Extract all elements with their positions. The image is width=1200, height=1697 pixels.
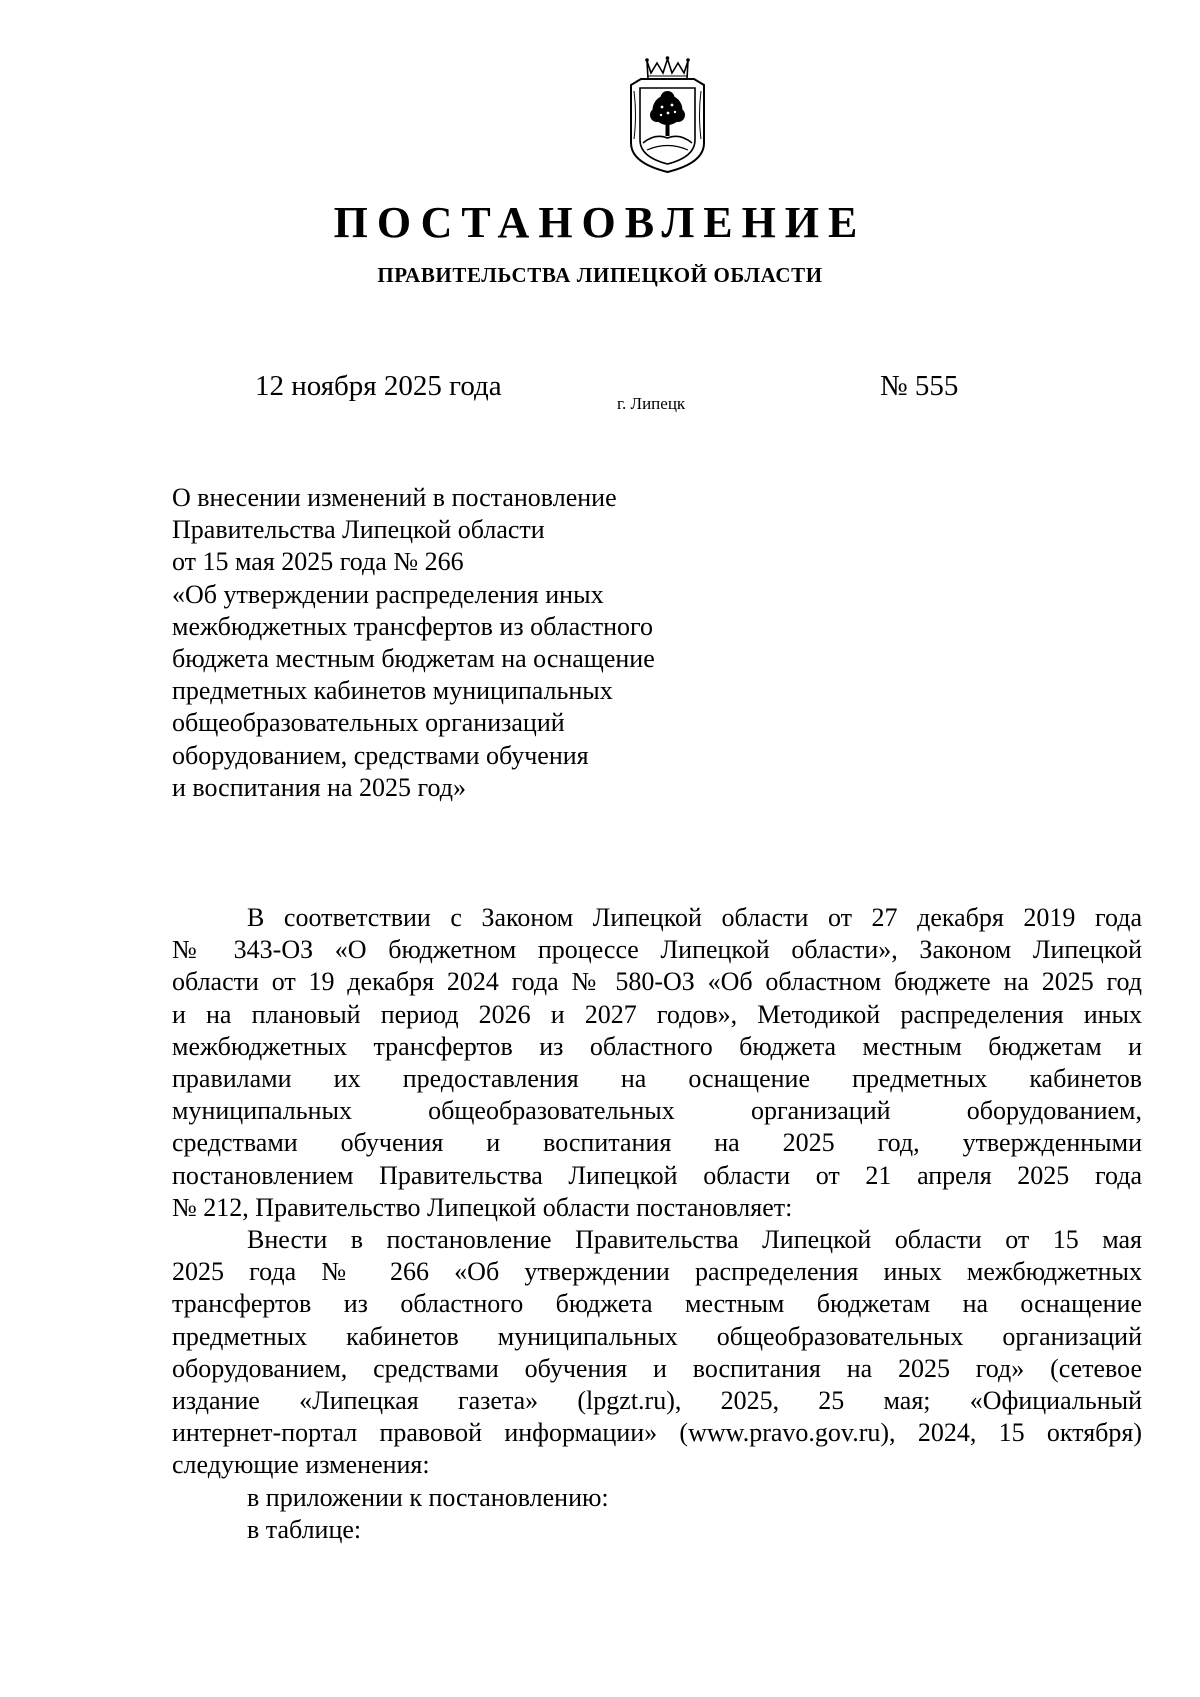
- document-body: [172, 902, 1142, 1546]
- body-line: № 343-ОЗ «О бюджетном процессе Липецкой области», Законом Липецкой: [172, 935, 1142, 965]
- document-type-heading: ПОСТАНОВЛЕНИЕ: [333, 198, 867, 247]
- body-line: Внести в постановление Правительства Липецкой области от 15 мая: [247, 1225, 1142, 1255]
- body-line: предметных кабинетов муниципальных общеобразовательных организаций: [172, 1321, 1142, 1351]
- document-number: № 555: [880, 370, 959, 402]
- body-line: в таблице:: [247, 1514, 362, 1544]
- body-line: и на плановый период 2026 и 2027 годов», Методикой распределения иных: [172, 999, 1142, 1029]
- title-line: оборудованием, средствами обучения: [172, 740, 589, 770]
- title-line: бюджета местным бюджетам на оснащение: [172, 644, 655, 674]
- body-line: в приложении к постановлению:: [247, 1482, 609, 1512]
- title-line: Правительства Липецкой области: [172, 515, 545, 545]
- body-line: В соответствии с Законом Липецкой области от 27 декабря 2019 года: [247, 903, 1142, 932]
- document-title: [172, 482, 732, 804]
- title-line: «Об утверждении распределения иных: [172, 579, 604, 609]
- body-line: 2025 года № 266 «Об утверждении распределения иных межбюджетных: [172, 1257, 1142, 1287]
- body-line: оборудованием, средствами обучения и воспитания на 2025 год» (сетевое: [172, 1353, 1142, 1383]
- body-line: интернет-портал правовой информации» (www.pravo.gov.ru), 2024, 15 октября): [172, 1418, 1142, 1448]
- title-line: от 15 мая 2025 года № 266: [172, 547, 464, 577]
- body-line: области от 19 декабря 2024 года № 580-ОЗ «Об областном бюджете на 2025 год: [172, 967, 1142, 997]
- body-line: правилами их предоставления на оснащение предметных кабинетов: [172, 1064, 1142, 1094]
- title-line: и воспитания на 2025 год»: [172, 772, 466, 802]
- document-city: г. Липецк: [617, 394, 686, 413]
- body-line: трансфертов из областного бюджета местным бюджетам на оснащение: [172, 1289, 1142, 1319]
- lipetsk-coat-of-arms-icon: [625, 55, 710, 175]
- body-line: издание «Липецкая газета» (lpgzt.ru), 2025, 25 мая; «Официальный: [172, 1386, 1142, 1416]
- title-line: О внесении изменений в постановление: [172, 483, 617, 512]
- body-line: муниципальных общеобразовательных организаций оборудованием,: [172, 1096, 1142, 1126]
- body-line: постановлением Правительства Липецкой области от 21 апреля 2025 года: [172, 1160, 1142, 1190]
- body-line: средствами обучения и воспитания на 2025 год, утвержденными: [172, 1128, 1142, 1158]
- title-line: межбюджетных трансфертов из областного: [172, 611, 654, 641]
- title-line: общеобразовательных организаций: [172, 708, 565, 738]
- title-line: предметных кабинетов муниципальных: [172, 676, 613, 706]
- document-date: 12 ноября 2025 года: [255, 370, 502, 402]
- issuer-heading: ПРАВИТЕЛЬСТВА ЛИПЕЦКОЙ ОБЛАСТИ: [377, 263, 823, 287]
- body-line: межбюджетных трансфертов из областного бюджета местным бюджетам и: [172, 1031, 1142, 1061]
- body-line: следующие изменения:: [172, 1450, 430, 1480]
- body-line: № 212, Правительство Липецкой области постановляет:: [172, 1192, 793, 1222]
